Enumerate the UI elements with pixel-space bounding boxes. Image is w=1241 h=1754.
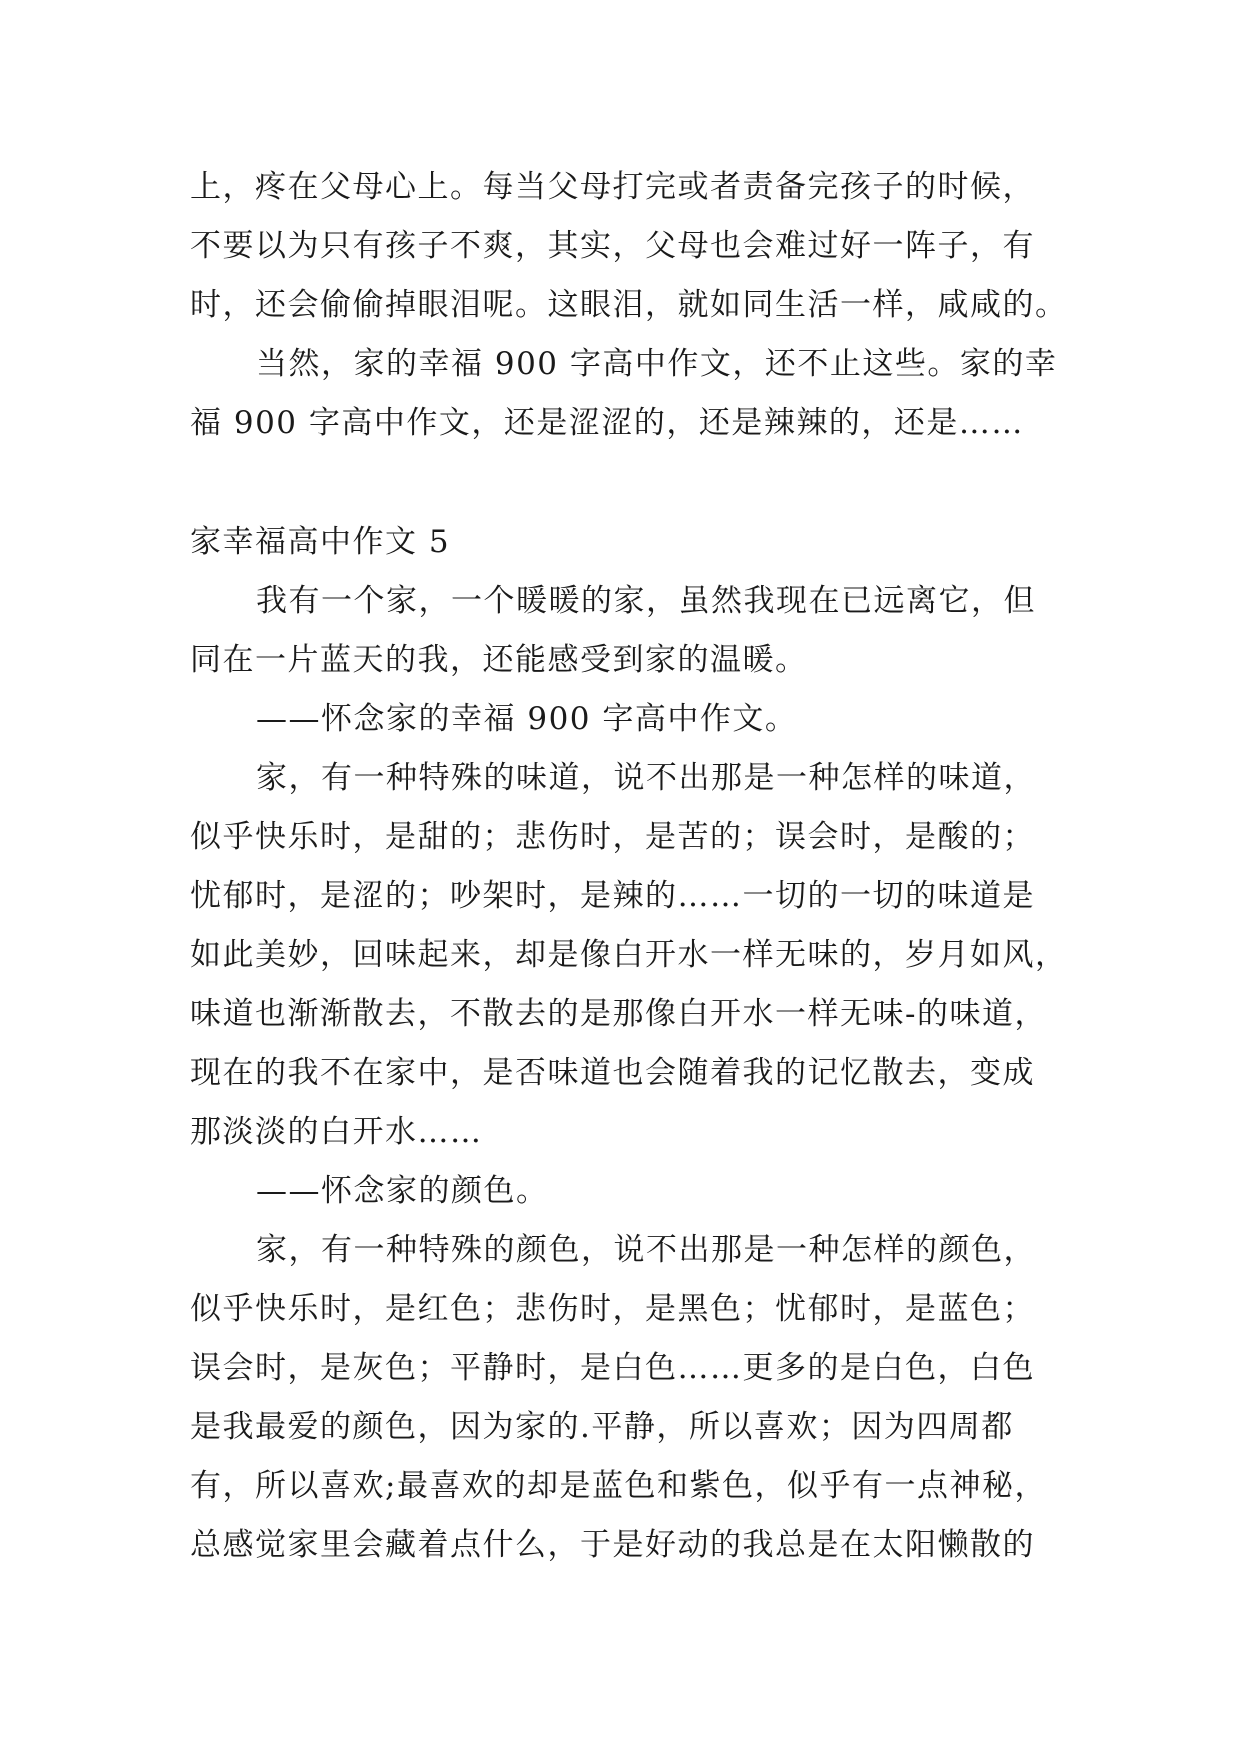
text-line: 似乎快乐时，是甜的；悲伤时，是苦的；误会时，是酸的； bbox=[190, 819, 1035, 855]
text-line: ——怀念家的颜色。 bbox=[256, 1173, 549, 1209]
text-line: ——怀念家的幸福 900 字高中作文。 bbox=[256, 701, 798, 737]
paragraph-group-1 bbox=[190, 158, 1068, 453]
text-line: 总感觉家里会藏着点什么，于是好动的我总是在太阳懒散的 bbox=[190, 1527, 1035, 1563]
text-line: 味道也渐渐散去，不散去的是那像白开水一样无味-的味道， bbox=[190, 996, 1047, 1032]
text-line: 家，有一种特殊的颜色，说不出那是一种怎样的颜色， bbox=[256, 1232, 1036, 1268]
text-line: 我有一个家，一个暖暖的家，虽然我现在已远离它，但 bbox=[256, 583, 1036, 619]
text-line: 有，所以喜欢;最喜欢的却是蓝色和紫色，似乎有一点神秘， bbox=[190, 1468, 1047, 1504]
text-line: 同在一片蓝天的我，还能感受到家的温暖。 bbox=[190, 642, 808, 678]
section-heading-block bbox=[190, 513, 1060, 572]
text-line: 误会时，是灰色；平静时，是白色……更多的是白色，白色 bbox=[190, 1350, 1035, 1386]
text-line: 福 900 字高中作文，还是涩涩的，还是辣辣的，还是…… bbox=[190, 405, 1024, 441]
text-line: 那淡淡的白开水…… bbox=[190, 1114, 483, 1150]
text-line: 不要以为只有孩子不爽，其实，父母也会难过好一阵子，有 bbox=[190, 228, 1035, 264]
text-line: 当然，家的幸福 900 字高中作文，还不止这些。家的幸 bbox=[256, 346, 1058, 382]
text-line: 现在的我不在家中，是否味道也会随着我的记忆散去，变成 bbox=[190, 1055, 1035, 1091]
text-line: 家，有一种特殊的味道，说不出那是一种怎样的味道， bbox=[256, 760, 1036, 796]
text-line: 如此美妙，回味起来，却是像白开水一样无味的，岁月如风， bbox=[190, 937, 1068, 973]
text-line: 上，疼在父母心上。每当父母打完或者责备完孩子的时候， bbox=[190, 169, 1035, 205]
text-line: 似乎快乐时，是红色；悲伤时，是黑色；忧郁时，是蓝色； bbox=[190, 1291, 1035, 1327]
section-heading: 家幸福高中作文 5 bbox=[190, 524, 451, 560]
text-line: 忧郁时，是涩的；吵架时，是辣的……一切的一切的味道是 bbox=[190, 878, 1035, 914]
text-line: 时，还会偷偷掉眼泪呢。这眼泪，就如同生活一样，咸咸的。 bbox=[190, 287, 1068, 323]
paragraph-group-2 bbox=[190, 572, 1068, 1575]
text-line: 是我最爱的颜色，因为家的.平静，所以喜欢；因为四周都 bbox=[190, 1409, 1014, 1445]
